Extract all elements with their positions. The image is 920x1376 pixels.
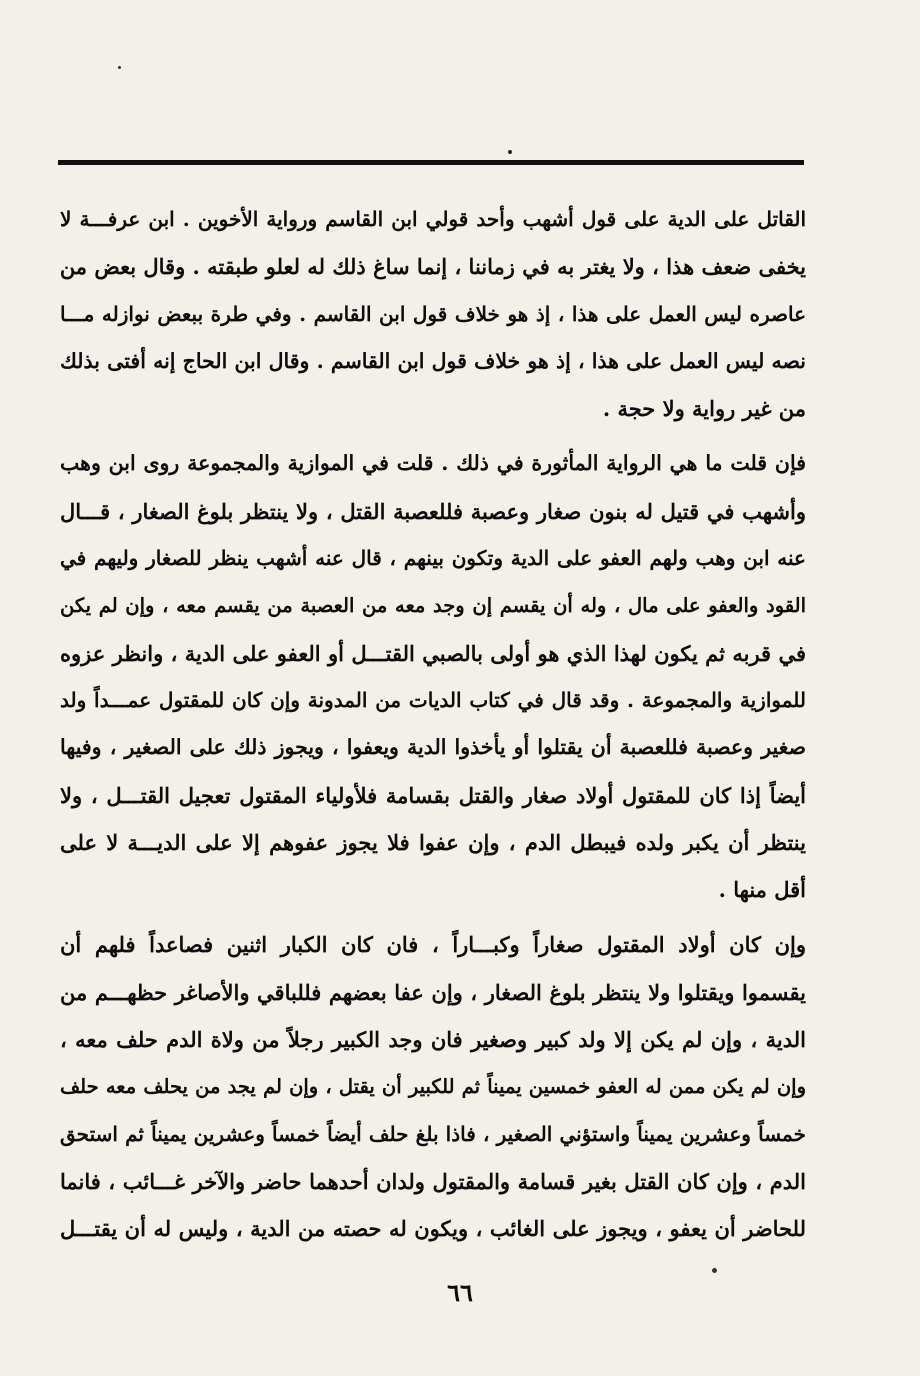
ink-speck (712, 1268, 717, 1273)
text-line: صغير وعصبة فللعصبة أن يقتلوا أو يأخذوا الدية ويعفوا ، ويجوز ذلك على الصغير ، وفيها (60, 735, 806, 760)
text-line: وأشهب في قتيل له بنون صغار وعصبة فللعصبة القتل ، ولا ينتظر بلوغ الصغار ، قـــال (60, 498, 806, 524)
text-line: يقسموا ويقتلوا ولا ينتظر بلوغ الصغار ، وإن عفا بعضهم فللباقي والأصاغر حظهـــم من (60, 979, 806, 1005)
text-line: القود والعفو على مال ، وله أن يقسم إن وجد معه من العصبة من يقسم معه ، وإن لم يكن (60, 594, 806, 618)
text-line: يخفى ضعف هذا ، ولا يغتر به في زماننا ، إنما ساغ ذلك له لعلو طبقته . وقال بعض من (60, 254, 806, 280)
page-number: ٦٦ (447, 1278, 473, 1307)
ornament-dot (508, 150, 512, 154)
text-line: للموازية والمجموعة . وقد قال في كتاب الديات من المدونة وإن كان للمقتول عمـــداً ولد (60, 687, 806, 712)
text-line: خمساً وعشرين يميناً واستؤني الصغير ، فاذا بلغ حلف أيضاً خمساً وعشرين يميناً ثم استحق (60, 1121, 806, 1146)
header-rule (58, 160, 804, 165)
text-line: أيضاً إذا كان للمقتول أولاد صغار والقتل بقسامة فلأولياء المقتول تعجيل القتـــل ، ولا (60, 782, 806, 808)
body-text (60, 196, 806, 1253)
text-line: الدم ، وإن كان القتل بغير قسامة والمقتول ولدان أحدهما حاضر والآخر غـــائب ، فانما (60, 1168, 806, 1194)
text-line: القاتل على الدية على قول أشهب وأحد قولي ابن القاسم ورواية الأخوين . ابن عرفـــة لا (60, 207, 806, 231)
text-line: أقل منها . (718, 877, 806, 903)
text-line: من غير رواية ولا حجة . (602, 396, 806, 422)
text-line: في قربه ثم يكون لهذا الذي هو أولى بالصبي القتـــل أو العفو على الدية ، وانظر عزوه (60, 640, 806, 666)
text-line: عنه ابن وهب ولهم العفو على الدية وتكون بينهم ، قال عنه أشهب ينظر للصغار وليهم في (60, 546, 806, 571)
text-line: عاصره ليس العمل على هذا ، إذ هو خلاف قول ابن القاسم . وفي طرة ببعض نوازله مـــا (60, 301, 806, 326)
text-line: وإن لم يكن ممن له العفو خمسين يميناً ثم للكبير أن يقتل ، وإن لم يجد من يحلف معه حلف (60, 1075, 806, 1099)
text-line: الدية ، وإن لم يكن إلا ولد كبير وصغير فان وجد الكبير رجلاً من ولاة الدم حلف معه ، (60, 1027, 806, 1053)
ink-speck (118, 66, 121, 69)
text-line: ينتظر أن يكبر ولده فيبطل الدم ، وإن عفوا فلا يجوز عفوهم إلا على الديـــة لا على (60, 829, 806, 855)
text-line: وإن كان أولاد المقتول صغاراً وكبـــاراً ، فان كان الكبار اثنين فصاعداً فلهم أن (60, 932, 806, 958)
paragraph-2 (60, 440, 806, 913)
text-line: نصه ليس العمل على هذا ، إذ هو خلاف قول ابن القاسم . وقال ابن الحاج إنه أفتى بذلك (60, 348, 806, 373)
text-line: فإن قلت ما هي الرواية المأثورة في ذلك . قلت في الموازية والمجموعة روى ابن وهب (60, 451, 806, 476)
text-line: للحاضر أن يعفو ، ويجوز على الغائب ، ويكون له حصته من الدية ، وليس له أن يقتـــل (60, 1216, 806, 1242)
paragraph-1 (60, 196, 806, 432)
paragraph-3 (60, 921, 806, 1252)
